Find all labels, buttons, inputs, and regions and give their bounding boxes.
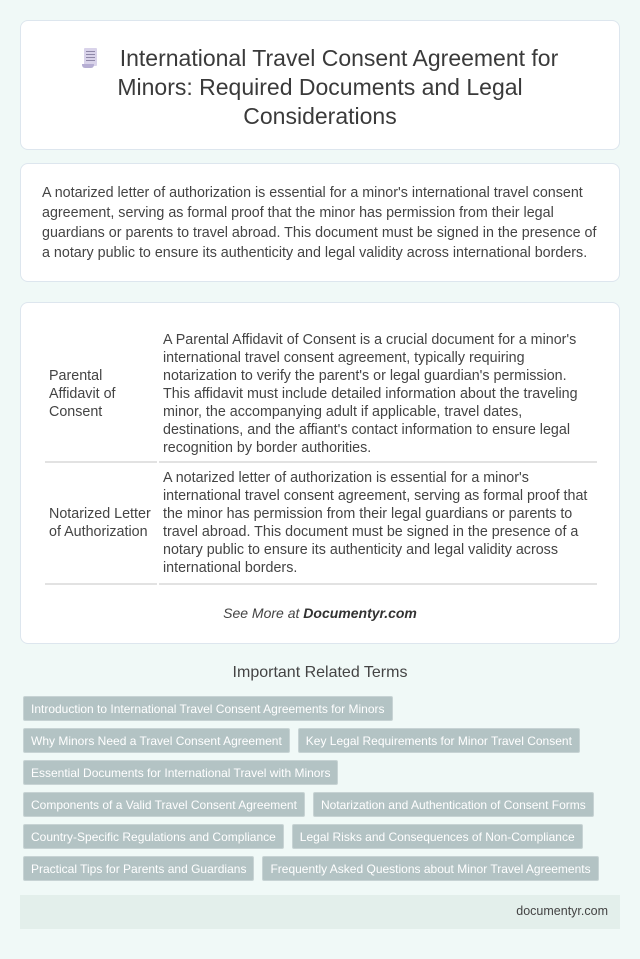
related-term-tag[interactable]: Key Legal Requirements for Minor Travel Consent: [298, 728, 580, 753]
document-icon: [82, 48, 100, 68]
intro-paragraph: A notarized letter of authorization is essential for a minor's international travel consent agreement, serving as formal proof that the minor has permission from their legal guardians or parents to travel abroad. This document must be signed in the presence of a notary public to ensure its authenticity and legal validity across international borders.: [42, 185, 597, 261]
table-row: [45, 327, 597, 463]
table-term: Notarized Letter of Authorization: [45, 463, 157, 585]
footer: [20, 895, 620, 929]
related-term-tag[interactable]: Practical Tips for Parents and Guardians: [23, 856, 254, 881]
related-term-tag[interactable]: Frequently Asked Questions about Minor Travel Agreements: [262, 856, 598, 881]
see-more-link[interactable]: Documentyr.com: [303, 605, 417, 621]
related-term-tag[interactable]: Legal Risks and Consequences of Non-Compliance: [292, 824, 583, 849]
table-description: A notarized letter of authorization is essential for a minor's international travel consent agreement, serving as formal proof that the minor has permission from their legal guardians or parents to travel abroad. This document must be signed in the presence of a notary public to ensure its authenticity and legal validity across international borders.: [159, 463, 597, 585]
related-term-tag[interactable]: Components of a Valid Travel Consent Agreement: [23, 792, 305, 817]
related-term-tag[interactable]: Introduction to International Travel Consent Agreements for Minors: [23, 696, 393, 721]
table-row: [45, 463, 597, 585]
related-term-tag[interactable]: Essential Documents for International Travel with Minors: [23, 760, 338, 785]
related-term-tag[interactable]: Country-Specific Regulations and Compliance: [23, 824, 284, 849]
page-title: [61, 44, 579, 131]
see-more: [21, 605, 619, 621]
related-terms-heading: Important Related Terms: [232, 664, 408, 681]
header-card: [20, 20, 620, 150]
documents-table-card: [20, 302, 620, 644]
related-term-tag[interactable]: Notarization and Authentication of Consent Forms: [313, 792, 594, 817]
page-title-text: International Travel Consent Agreement for Minors: Required Documents and Legal Considerations: [117, 45, 559, 129]
footer-site-link[interactable]: documentyr.com: [516, 904, 608, 918]
see-more-prefix: See More at: [223, 605, 304, 621]
intro-card: [20, 163, 620, 282]
documents-table: [43, 327, 599, 585]
table-description: A Parental Affidavit of Consent is a crucial document for a minor's international travel consent agreement, typically requiring notarization to verify the parent's or legal guardian's permission. This affidavit must include detailed information about the traveling minor, the accompanying adult if applicable, travel dates, destinations, and the affiant's contact information to ensure legal recognition by border authorities.: [159, 327, 597, 463]
related-term-tag[interactable]: Why Minors Need a Travel Consent Agreement: [23, 728, 290, 753]
related-terms-list: [23, 696, 613, 881]
table-term: Parental Affidavit of Consent: [45, 327, 157, 463]
